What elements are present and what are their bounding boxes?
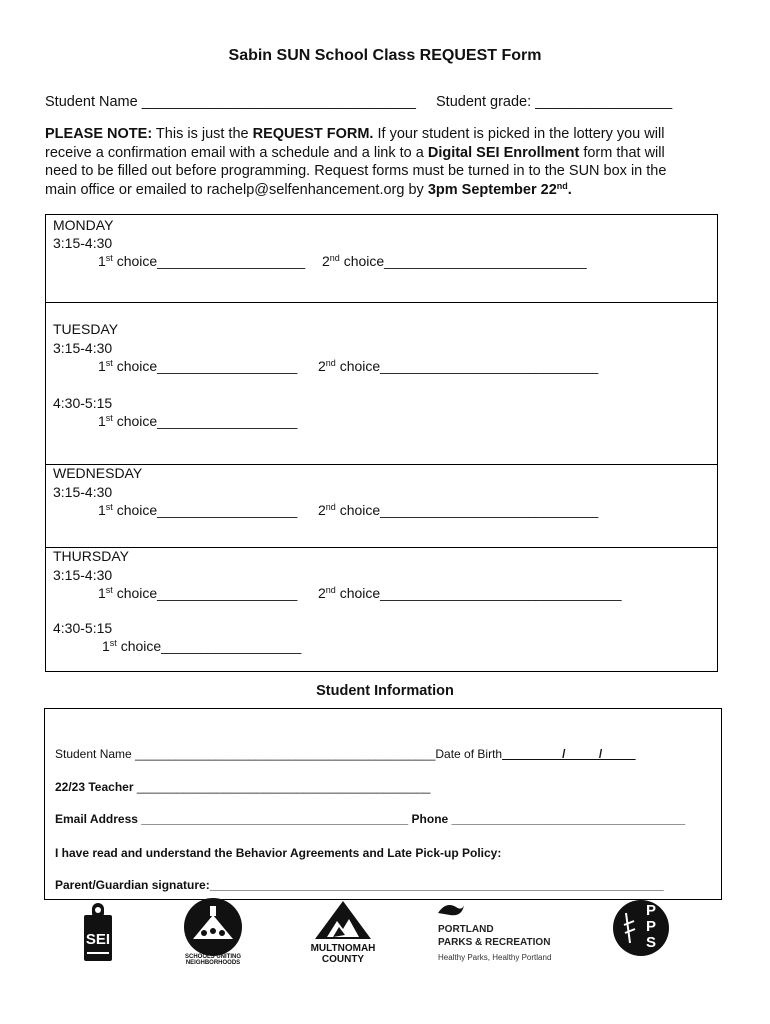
day-label: WEDNESDAY [53, 465, 143, 481]
student-grade-field[interactable]: Student grade: _________________ [436, 94, 673, 110]
pps-letter: S [645, 934, 656, 951]
day-label: MONDAY [53, 217, 114, 233]
multnomah-county-logo [305, 899, 381, 975]
monday-section [46, 215, 717, 303]
schedule-table [45, 214, 718, 672]
first-choice-field[interactable]: 1st choice___________________ [98, 253, 306, 269]
sponsor-logos [0, 895, 770, 1005]
first-choice-field[interactable]: 1st choice__________________ [98, 502, 298, 518]
ppr-tagline: Healthy Parks, Healthy Portland [438, 953, 552, 962]
tuesday-section [46, 303, 717, 465]
sun-text-line2: NEIGHBORHOODS [185, 960, 241, 966]
second-choice-field[interactable]: 2nd choice____________________________ [318, 502, 599, 518]
day-label: TUESDAY [53, 321, 119, 337]
first-choice-field[interactable]: 1st choice__________________ [98, 585, 298, 601]
first-choice-field[interactable]: 1st choice__________________ [98, 358, 298, 374]
teacher-field[interactable]: 22/23 Teacher ____________________________________________ [55, 780, 431, 794]
note-label: PLEASE NOTE: [45, 126, 153, 142]
pps-letter: P [645, 918, 656, 935]
please-note-paragraph: PLEASE NOTE: This is just the REQUEST FORM. If your student is picked in the lottery you will receive a confirmation email with a schedule and a link to a Digital SEI Enrollment form that will need to be filled out before programming. Request forms must be turned in to the SUN box in the main office or emailed to rachelp@selfenhancement.org by 3pm September 22nd. [45, 126, 667, 198]
ppr-text-line1: PORTLAND [438, 924, 494, 935]
email-phone-field[interactable]: Email Address ________________________________________ Phone ___________________________________ [55, 812, 686, 826]
time-slot: 3:15-4:30 [53, 567, 113, 583]
day-label: THURSDAY [53, 548, 129, 564]
student-information-heading: Student Information [316, 683, 454, 699]
time-slot: 3:15-4:30 [53, 340, 113, 356]
agreement-statement: I have read and understand the Behavior Agreements and Late Pick-up Policy: [55, 846, 502, 860]
first-choice-field[interactable]: 1st choice__________________ [98, 413, 298, 429]
guardian-signature-field[interactable]: Parent/Guardian signature:____________________________________________________________________ [55, 878, 664, 892]
sun-logo [180, 897, 246, 969]
second-choice-field[interactable]: 2nd choice____________________________ [318, 358, 599, 374]
second-choice-field[interactable]: 2nd choice__________________________ [322, 253, 587, 269]
second-choice-field[interactable]: 2nd choice_______________________________ [318, 585, 622, 601]
sun-text-line1: SCHOOLS UNITING [184, 954, 241, 960]
multnomah-text-line1: MULTNOMAH [310, 943, 376, 954]
time-slot: 3:15-4:30 [53, 235, 113, 251]
pps-logo [612, 899, 670, 957]
time-slot: 3:15-4:30 [53, 484, 113, 500]
ppr-text-line2: PARKS & RECREATION [438, 937, 551, 948]
portland-parks-logo [436, 901, 576, 971]
pps-letter: P [645, 902, 656, 919]
wednesday-section [46, 465, 717, 548]
student-name-field[interactable]: Student Name _____________________________________________Date of Birth_________/_____/_____ [55, 747, 636, 761]
first-choice-field[interactable]: 1st choice__________________ [102, 638, 302, 654]
thursday-section [46, 548, 717, 673]
time-slot: 4:30-5:15 [53, 620, 113, 636]
page-title: Sabin SUN School Class REQUEST Form [228, 47, 542, 64]
sei-text: SEI [85, 931, 111, 948]
student-information-box [44, 708, 722, 900]
time-slot: 4:30-5:15 [53, 395, 113, 411]
sei-logo [82, 901, 114, 963]
multnomah-text-line2: COUNTY [321, 954, 365, 965]
student-name-field[interactable]: Student Name __________________________________ [45, 94, 416, 110]
